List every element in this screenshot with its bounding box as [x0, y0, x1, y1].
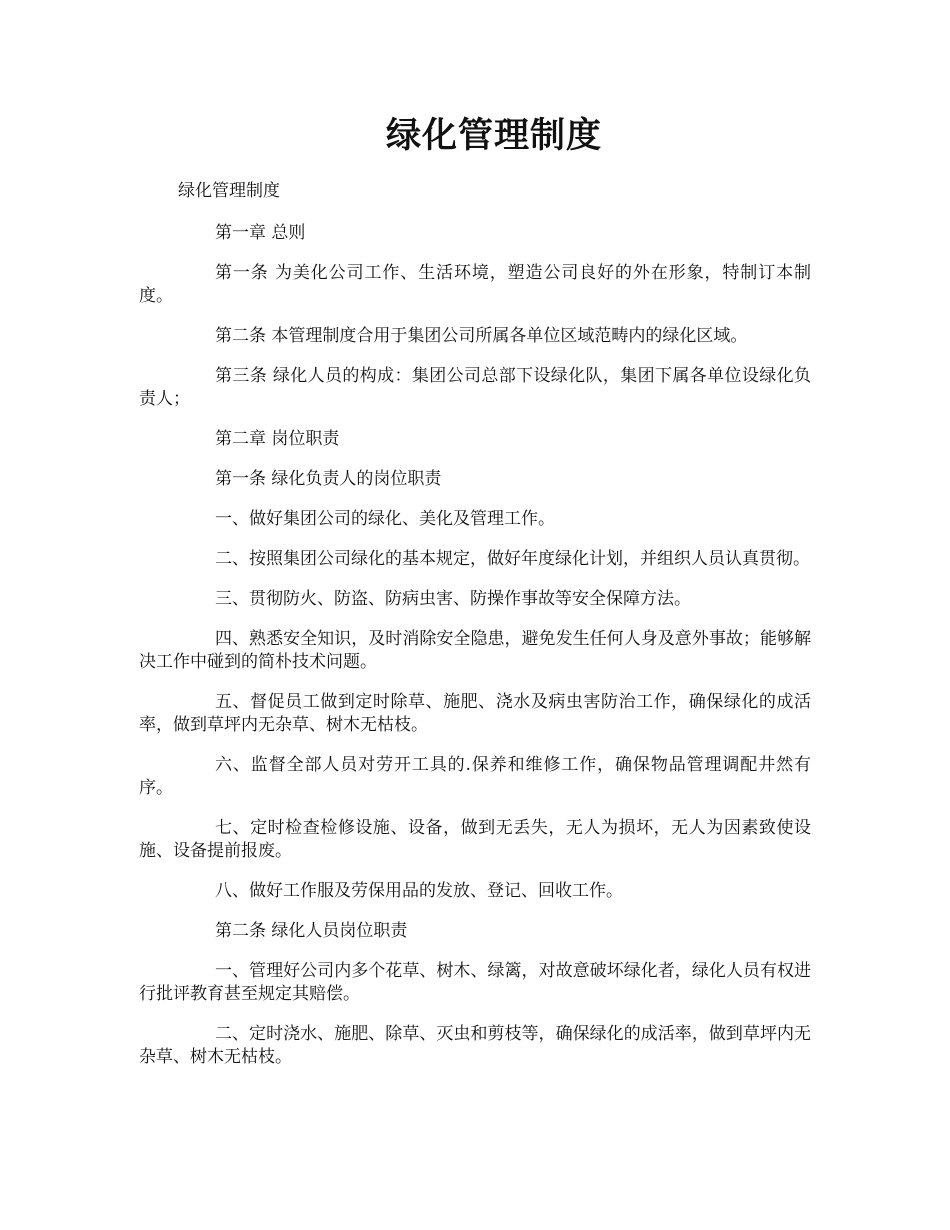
- list-item: 二、定时浇水、施肥、除草、灭虫和剪枝等，确保绿化的成活率，做到草坪内无杂草、树木无枯枝。: [139, 1024, 811, 1067]
- document-body: [139, 180, 811, 1086]
- article-paragraph: 第一条 为美化公司工作、生活环境，塑造公司良好的外在形象，特制订本制度。: [139, 263, 811, 306]
- article-heading: 第二条 绿化人员岗位职责: [215, 921, 408, 941]
- article-paragraph: 第三条 绿化人员的构成：集团公司总部下设绿化队，集团下属各单位设绿化负责人；: [139, 366, 811, 409]
- list-item: 一、做好集团公司的绿化、美化及管理工作。: [215, 509, 555, 529]
- list-item: 八、做好工作服及劳保用品的发放、登记、回收工作。: [215, 881, 623, 901]
- list-item: 三、贯彻防火、防盗、防病虫害、防操作事故等安全保障方法。: [215, 589, 691, 609]
- article-heading: 第一条 绿化负责人的岗位职责: [215, 469, 442, 489]
- list-item: 七、定时检查检修设施、设备，做到无丢失，无人为损坏，无人为因素致使设施、设备提前报废。: [139, 818, 811, 861]
- list-item: 六、监督全部人员对劳开工具的.保养和维修工作，确保物品管理调配井然有序。: [139, 755, 811, 798]
- list-item: 四、熟悉安全知识，及时消除安全隐患，避免发生任何人身及意外事故；能够解决工作中碰到的简朴技术问题。: [139, 629, 811, 672]
- chapter-heading: 第二章 岗位职责: [215, 429, 340, 449]
- article-paragraph: 第二条 本管理制度合用于集团公司所属各单位区域范畴内的绿化区域。: [215, 326, 748, 346]
- document-title: 绿化管理制度: [385, 115, 602, 156]
- chapter-heading: 第一章 总则: [215, 223, 306, 243]
- list-item: 一、管理好公司内多个花草、树木、绿篱，对故意破坏绿化者，绿化人员有权进行批评教育甚至规定其赔偿。: [139, 961, 811, 1004]
- list-item: 五、督促员工做到定时除草、施肥、浇水及病虫害防治工作，确保绿化的成活率，做到草坪内无杂草、树木无枯枝。: [139, 692, 811, 735]
- document-subtitle: 绿化管理制度: [178, 181, 280, 201]
- list-item: 二、按照集团公司绿化的基本规定，做好年度绿化计划，并组织人员认真贯彻。: [215, 549, 810, 569]
